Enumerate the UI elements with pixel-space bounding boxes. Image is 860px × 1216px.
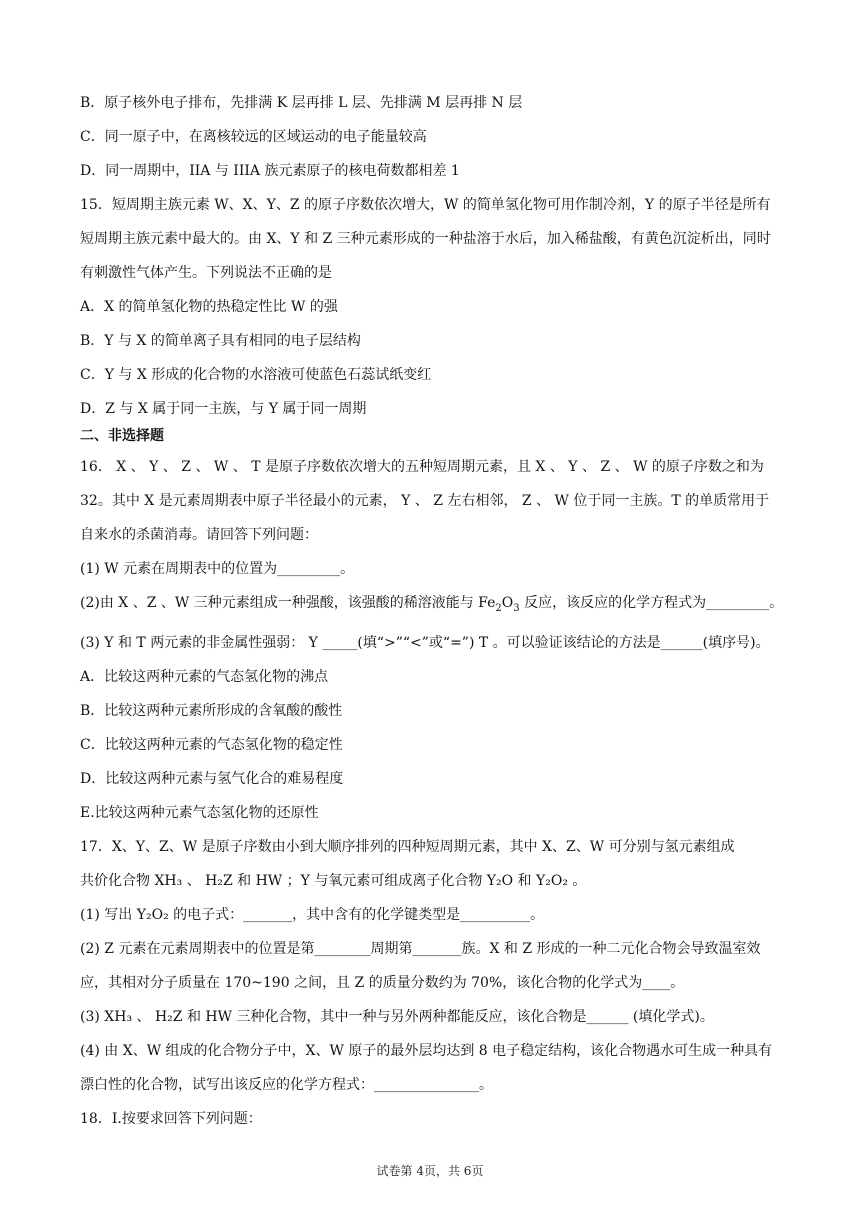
q16-part-2-text-b: 反应，该反应的化学方程式为_________。 (519, 595, 784, 611)
q14-option-d: D．同一周期中，IIA 与 IIIA 族元素原子的核电荷数都相差 1 (80, 163, 460, 179)
q16-part-2-text-a: (2)由 X 、Z 、W 三种元素组成一种强酸，该强酸的稀溶液能与 Fe (80, 595, 496, 611)
q18-stem: 18．I.按要求回答下列问题： (80, 1110, 262, 1127)
q17-stem-line-1: 17．X、Y、Z、W 是原子序数由小到大顺序排列的四种短周期元素，其中 X、Z、W 可分别与氢元素组成 (80, 838, 735, 855)
q15-option-b: B．Y 与 X 的简单离子具有相同的电子层结构 (80, 333, 361, 349)
q17-part-2: (2) Z 元素在元素周期表中的位置是第________周期第_______族。X 和 Z 形成的一种二元化合物会导致温室效应，其相对分子质量在 170~190 之间，且 Z 的质量分数约为 70%，该化合物的化学式为____。 (80, 940, 761, 991)
q16-part-2 (80, 586, 784, 626)
q15-option-d: D．Z 与 X 属于同一主族，与 Y 属于同一周期 (80, 401, 367, 417)
q16-option-e: E.比较这两种元素气态氢化物的还原性 (80, 804, 319, 821)
q15-stem: 15．短周期主族元素 W、X、Y、Z 的原子序数依次增大，W 的简单氢化物可用作制冷剂，Y 的原子半径是所有短周期主族元素中最大的。由 X、Y 和 Z 三种元素形成的一种盐溶于水后，加入稀盐酸，有黄色沉淀析出，同时有刺激性气体产生。下列说法不正确的是 (80, 197, 771, 281)
q15-option-a: A．X 的简单氢化物的热稳定性比 W 的强 (80, 299, 338, 315)
q17-part-1: (1) 写出 Y₂O₂ 的电子式：_______，其中含有的化学键类型是__________。 (80, 906, 545, 923)
q14-option-b: B．原子核外电子排布，先排满 K 层再排 L 层、先排满 M 层再排 N 层 (80, 95, 523, 111)
q17-part-4: (4) 由 X、W 组成的化合物分子中，X、W 原子的最外层均达到 8 电子稳定结构，该化合物遇水可生成一种具有漂白性的化合物，试写出该反应的化学方程式：_______________。 (80, 1042, 773, 1093)
q14-option-c: C．同一原子中，在离核较远的区域运动的电子能量较高 (80, 129, 427, 145)
q16-option-b: B．比较这两种元素所形成的含氧酸的酸性 (80, 702, 343, 719)
q16-part-2-sub-2: 3 (513, 602, 520, 614)
q16-option-a: A．比较这两种元素的气态氢化物的沸点 (80, 668, 329, 685)
q15-option-c: C．Y 与 X 形成的化合物的水溶液可使蓝色石蕊试纸变红 (80, 367, 432, 383)
page-footer: 试卷第 4页，共 6页 (376, 1164, 484, 1178)
q17-stem-line-2: 共价化合物 XH₃ 、 H₂Z 和 HW ；Y 与氧元素可组成离子化合物 Y₂O 和 Y₂O₂ 。 (80, 872, 587, 889)
q16-option-c: C．比较这两种元素的气态氢化物的稳定性 (80, 736, 343, 753)
q16-part-2-mid: O (501, 595, 514, 611)
q16-part-3: (3) Y 和 T 两元素的非金属性强弱： Y _____(填“>”“<”或“=”) T 。可以验证该结论的方法是______(填序号)。 (80, 634, 770, 651)
section-heading: 二、非选择题 (80, 428, 164, 444)
q16-stem: 16． X 、 Y 、 Z 、 W 、 T 是原子序数依次增大的五种短周期元素，且 X 、 Y 、 Z 、 W 的原子序数之和为 32。其中 X 是元素周期表中原子半径最小的元素， Y 、 Z 左右相邻， Z 、 W 位于同一主族。T 的单质常用于自来水的杀菌消毒。请回答下列问题： (80, 459, 770, 543)
q16-part-1: (1) W 元素在周期表中的位置为_________。 (80, 561, 355, 577)
q17-part-3: (3) XH₃ 、 H₂Z 和 HW 三种化合物，其中一种与另外两种都能反应，该化合物是______ (填化学式)。 (80, 1008, 714, 1025)
q16-option-d: D．比较这两种元素与氢气化合的难易程度 (80, 770, 344, 787)
page-content (80, 86, 784, 1136)
q16-part-2-sub-1: 2 (495, 602, 502, 614)
